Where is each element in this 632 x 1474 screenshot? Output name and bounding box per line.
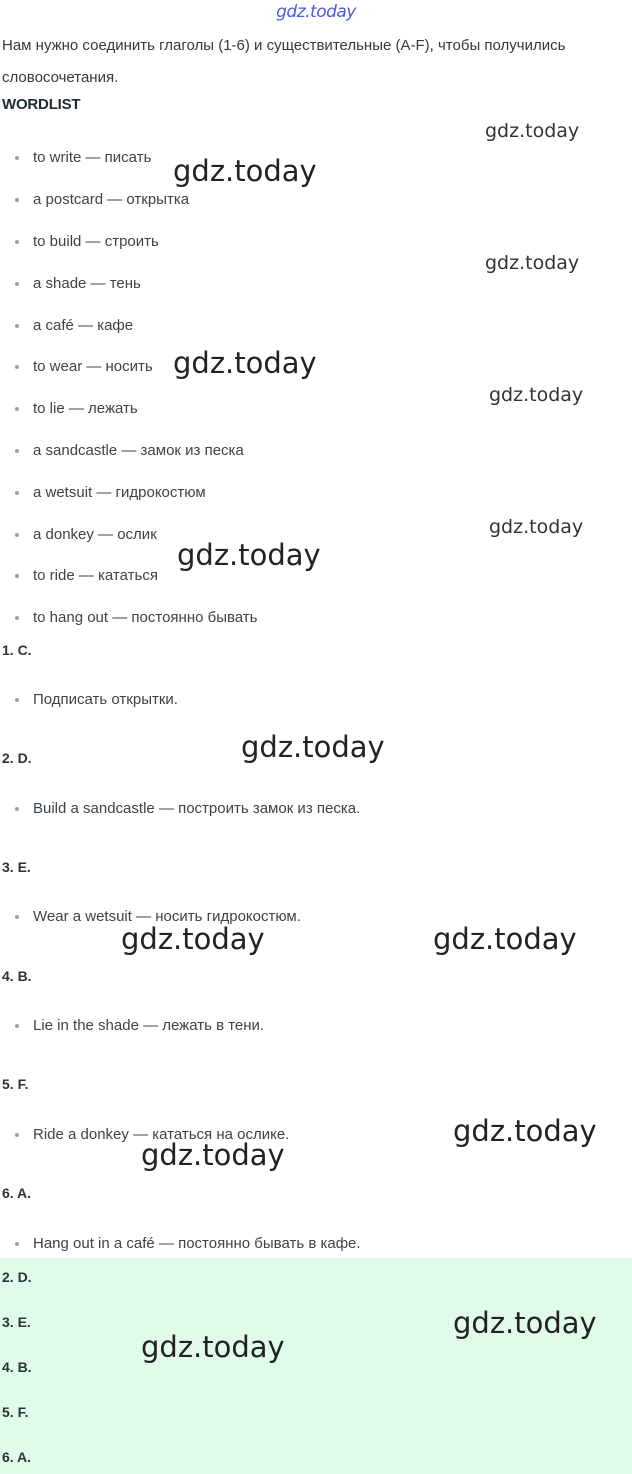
bullet-icon <box>15 574 19 578</box>
answer-key-item: 3. E. <box>2 1314 31 1330</box>
watermark: gdz.today <box>173 346 317 380</box>
bullet-icon <box>15 282 19 286</box>
watermark: gdz.today <box>485 120 580 142</box>
answer-label: 2. D. <box>2 750 32 766</box>
bullet-icon <box>15 365 19 369</box>
answer-label: 4. B. <box>2 968 32 984</box>
bullet-icon <box>15 698 19 702</box>
answer-key-item: 4. B. <box>2 1359 32 1375</box>
site-logo[interactable]: gdz.today <box>276 2 356 22</box>
watermark: gdz.today <box>453 1306 597 1340</box>
answer-label: 6. A. <box>2 1185 32 1201</box>
watermark: gdz.today <box>453 1114 597 1148</box>
wordlist-heading: WORDLIST <box>2 96 81 113</box>
watermark: gdz.today <box>177 538 321 572</box>
answer-label: 5. F. <box>2 1076 29 1092</box>
bullet-icon <box>15 449 19 453</box>
answer-key-item: 6. A. <box>2 1449 32 1465</box>
bullet-icon <box>15 156 19 160</box>
bullet-icon <box>15 407 19 411</box>
watermark: gdz.today <box>433 922 577 956</box>
bullet-icon <box>15 198 19 202</box>
watermark: gdz.today <box>485 252 580 274</box>
watermark: gdz.today <box>241 730 385 764</box>
answer-key-block <box>0 1258 632 1474</box>
answer-label: 1. C. <box>2 642 32 658</box>
answer-key-item: 2. D. <box>2 1269 32 1285</box>
watermark: gdz.today <box>489 516 584 538</box>
bullet-icon <box>15 240 19 244</box>
bullet-icon <box>15 324 19 328</box>
answer-key-item: 5. F. <box>2 1404 29 1420</box>
bullet-icon <box>15 491 19 495</box>
watermark: gdz.today <box>121 922 265 956</box>
bullet-icon <box>15 1242 19 1246</box>
bullet-icon <box>15 1024 19 1028</box>
answer-label: 3. E. <box>2 859 31 875</box>
task-intro: Нам нужно соединить глаголы (1-6) и существительные (A-F), чтобы получились словосочетания. <box>2 37 566 86</box>
bullet-icon <box>15 1133 19 1137</box>
watermark: gdz.today <box>173 154 317 188</box>
bullet-icon <box>15 616 19 620</box>
bullet-icon <box>15 533 19 537</box>
bullet-icon <box>15 807 19 811</box>
watermark: gdz.today <box>489 384 584 406</box>
watermark: gdz.today <box>141 1138 285 1172</box>
watermark: gdz.today <box>141 1330 285 1364</box>
bullet-icon <box>15 915 19 919</box>
